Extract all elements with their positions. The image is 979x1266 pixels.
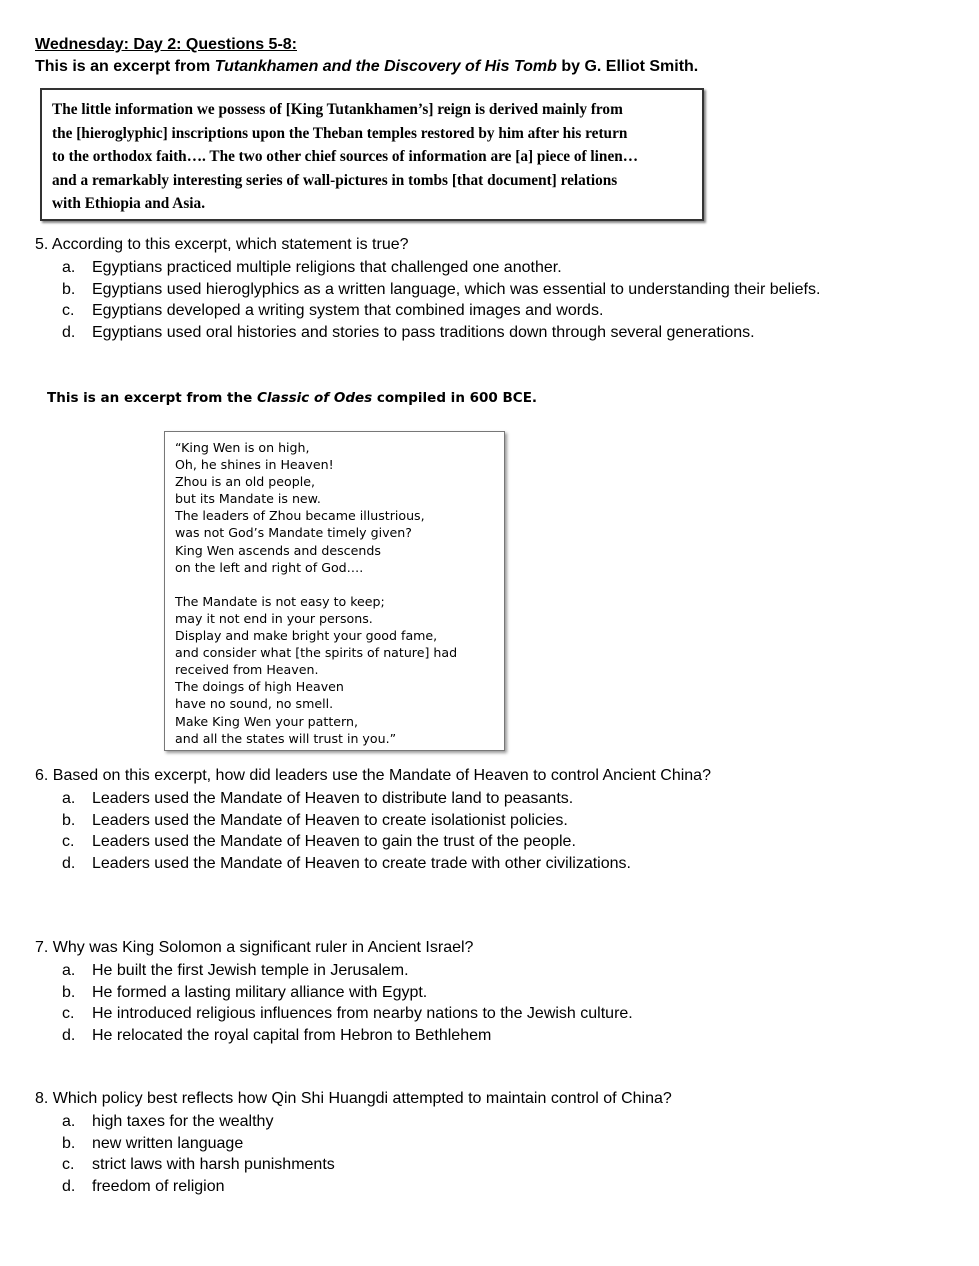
poem-line: have no sound, no smell.: [175, 696, 334, 712]
stanza-gap: [175, 576, 494, 593]
option-item[interactable]: [62, 1133, 335, 1155]
option-letter: c.: [62, 1156, 75, 1174]
option-item[interactable]: [62, 1025, 633, 1047]
option-item[interactable]: [62, 960, 633, 982]
option-text: Leaders used the Mandate of Heaven to gain the trust of the people.: [92, 833, 576, 851]
option-letter: b.: [62, 280, 76, 298]
poem-line: Make King Wen your pattern,: [175, 713, 358, 729]
question-7-options: [62, 960, 633, 1047]
option-text: Leaders used the Mandate of Heaven to create trade with other civilizations.: [92, 855, 631, 873]
option-letter: a.: [62, 259, 76, 276]
excerpt1-line: and a remarkably interesting series of wall-pictures in tombs [that document] relations: [52, 171, 618, 189]
option-text: He built the first Jewish temple in Jerusalem.: [92, 962, 409, 979]
option-item[interactable]: [62, 322, 820, 344]
option-letter: c.: [62, 302, 75, 320]
question-8-options: [62, 1111, 335, 1198]
excerpt1-source-pre: This is an excerpt from: [35, 58, 215, 75]
question-7: 7. Why was King Solomon a significant ruler in Ancient Israel?: [35, 939, 474, 956]
option-letter: b.: [62, 983, 76, 1001]
option-text: Egyptians used oral histories and stories to pass traditions down through several generations.: [92, 324, 755, 342]
option-letter: a.: [62, 1113, 76, 1130]
poem-line: “King Wen is on high,: [175, 440, 310, 455]
question-5: 5. According to this excerpt, which statement is true?: [35, 236, 409, 253]
excerpt1-line: to the orthodox faith…. The two other chief sources of information are [a] piece of linen…: [52, 148, 639, 165]
option-text: strict laws with harsh punishments: [92, 1156, 335, 1174]
poem-line: was not God’s Mandate timely given?: [175, 525, 412, 541]
excerpt2-source-post: compiled in 600 BCE.: [372, 390, 538, 406]
option-letter: d.: [62, 1178, 76, 1196]
option-letter: b.: [62, 811, 76, 829]
question-6: 6. Based on this excerpt, how did leaders use the Mandate of Heaven to control Ancient China?: [35, 767, 711, 784]
option-letter: b.: [62, 1134, 76, 1152]
option-item[interactable]: [62, 810, 631, 832]
option-item[interactable]: [62, 257, 820, 279]
poem-line: and all the states will trust in you.”: [175, 730, 397, 746]
excerpt1-box: [40, 88, 704, 221]
option-item[interactable]: [62, 831, 631, 853]
poem-line: The leaders of Zhou became illustrious,: [175, 508, 425, 524]
excerpt2-source-pre: This is an excerpt from the: [47, 390, 257, 406]
poem-line: King Wen ascends and descends: [175, 542, 381, 558]
option-text: Egyptians used hieroglyphics as a written language, which was essential to understanding their beliefs.: [92, 280, 821, 298]
option-letter: d.: [62, 1027, 76, 1045]
excerpt2-source: [47, 390, 537, 406]
excerpt1-source-post: by G. Elliot Smith.: [556, 58, 699, 75]
option-letter: d.: [62, 324, 76, 342]
poem-line: Oh, he shines in Heaven!: [175, 457, 334, 473]
option-text: freedom of religion: [92, 1178, 225, 1196]
poem-line: The Mandate is not easy to keep;: [175, 593, 385, 609]
option-text: He formed a lasting military alliance with Egypt.: [92, 983, 428, 1001]
option-item[interactable]: [62, 1176, 335, 1198]
option-text: Leaders used the Mandate of Heaven to create isolationist policies.: [92, 811, 568, 829]
option-text: new written language: [92, 1134, 244, 1152]
option-item[interactable]: [62, 1111, 335, 1133]
excerpt1-line: with Ethiopia and Asia.: [52, 195, 206, 212]
page-title: Wednesday: Day 2: Questions 5-8:: [35, 36, 297, 53]
question-5-options: [62, 257, 820, 344]
poem-line: received from Heaven.: [175, 662, 319, 678]
poem-line: on the left and right of God….: [175, 559, 364, 575]
option-text: high taxes for the wealthy: [92, 1113, 274, 1130]
option-item[interactable]: [62, 1003, 633, 1025]
option-letter: d.: [62, 855, 76, 873]
excerpt1-book-title: Tutankhamen and the Discovery of His Tomb: [214, 58, 557, 75]
poem-line: and consider what [the spirits of nature] had: [175, 645, 458, 661]
excerpt2-box: [164, 431, 505, 751]
question-6-options: [62, 788, 631, 875]
poem-line: but its Mandate is new.: [175, 491, 321, 507]
option-item[interactable]: [62, 279, 820, 301]
option-letter: c.: [62, 1005, 75, 1023]
option-text: He introduced religious influences from nearby nations to the Jewish culture.: [92, 1005, 633, 1023]
option-item[interactable]: [62, 788, 631, 810]
option-text: He relocated the royal capital from Hebron to Bethlehem: [92, 1027, 492, 1045]
poem-line: may it not end in your persons.: [175, 610, 373, 626]
question-8: 8. Which policy best reflects how Qin Shi Huangdi attempted to maintain control of China?: [35, 1090, 672, 1107]
option-item[interactable]: [62, 1154, 335, 1176]
excerpt1-line: the [hieroglyphic] inscriptions upon the Theban temples restored by him after his return: [52, 124, 628, 142]
option-letter: c.: [62, 833, 75, 851]
excerpt1-line: The little information we possess of [King Tutankhamen’s] reign is derived mainly from: [52, 101, 623, 118]
option-text: Egyptians practiced multiple religions that challenged one another.: [92, 259, 562, 276]
option-text: Leaders used the Mandate of Heaven to distribute land to peasants.: [92, 790, 574, 807]
excerpt2-book-title: Classic of Odes: [256, 390, 373, 406]
option-item[interactable]: [62, 300, 820, 322]
poem-line: The doings of high Heaven: [175, 679, 344, 695]
option-letter: a.: [62, 790, 76, 807]
excerpt1-source: [35, 58, 698, 76]
poem-line: Zhou is an old people,: [175, 474, 315, 490]
poem-line: Display and make bright your good fame,: [175, 628, 438, 644]
option-text: Egyptians developed a writing system that combined images and words.: [92, 302, 604, 320]
option-item[interactable]: [62, 982, 633, 1004]
option-letter: a.: [62, 962, 76, 979]
option-item[interactable]: [62, 853, 631, 875]
